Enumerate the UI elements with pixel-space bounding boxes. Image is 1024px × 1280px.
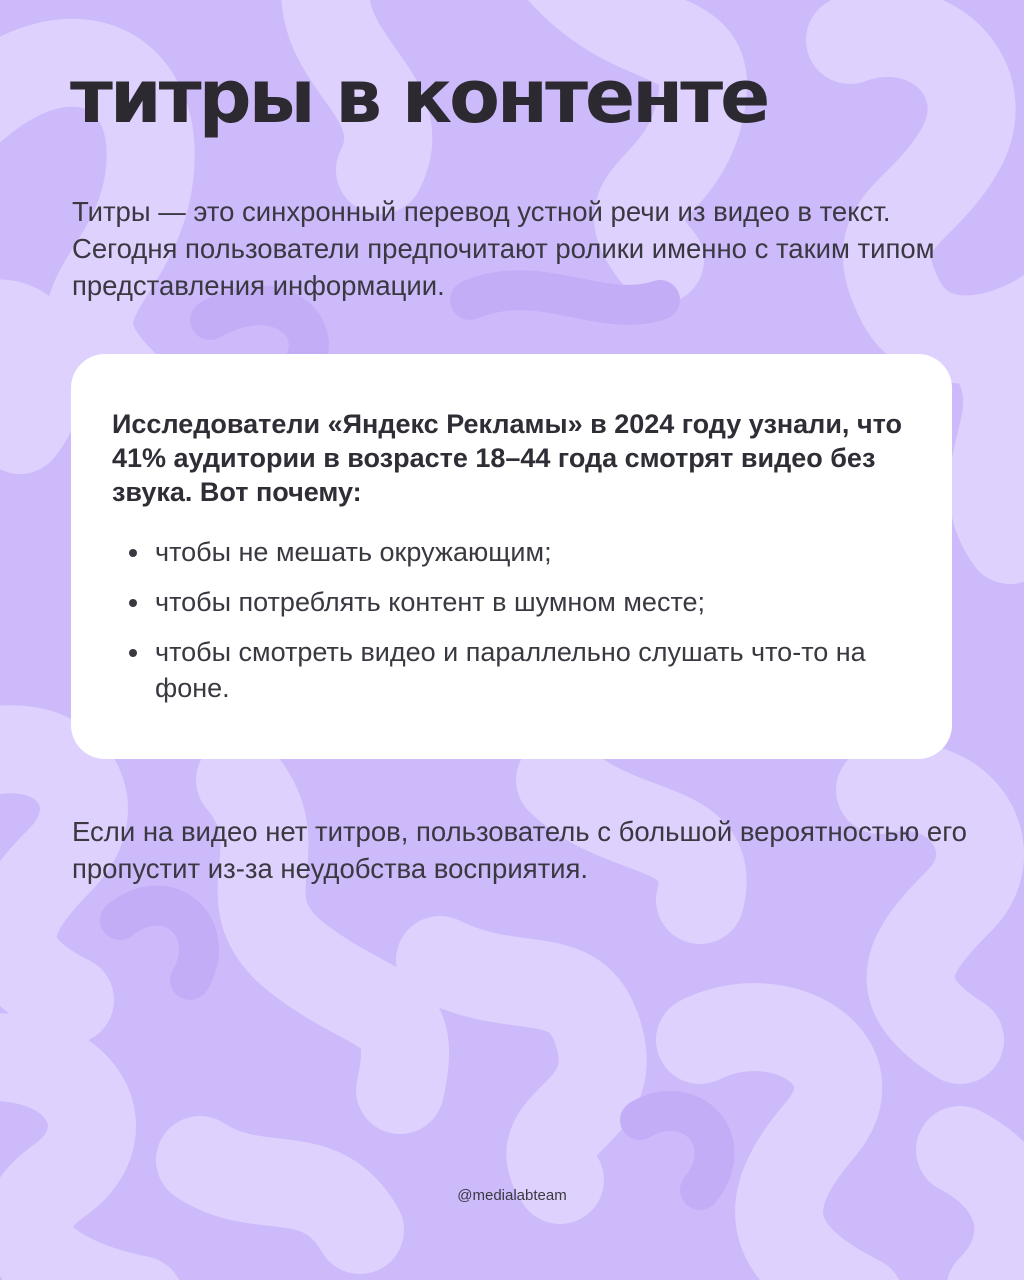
intro-paragraph: Титры — это синхронный перевод устной речи из видео в текст. Сегодня пользователи предпочитают ролики именно с таким типом представления информации. — [72, 196, 935, 301]
list-item-text: чтобы не мешать окружающим; — [155, 537, 552, 567]
slide-title: титры в контенте — [70, 54, 768, 140]
outro-paragraph: Если на видео нет титров, пользователь с большой вероятностью его пропустит из-за неудобства восприятия. — [72, 816, 967, 884]
list-item-text: чтобы смотреть видео и параллельно слушать что-то на фоне. — [155, 637, 866, 703]
list-item — [112, 584, 912, 620]
list-item — [112, 634, 912, 706]
bullet-icon — [129, 649, 137, 657]
account-handle: @medialabteam — [457, 1187, 567, 1204]
bullet-icon — [129, 549, 137, 557]
list-item-text: чтобы потреблять контент в шумном месте; — [155, 587, 706, 617]
reasons-list — [112, 534, 912, 720]
card-lead-text: Исследователи «Яндекс Рекламы» в 2024 году узнали, что 41% аудитории в возрасте 18–44 года смотрят видео без звука. Вот почему: — [112, 409, 902, 507]
bullet-icon — [129, 599, 137, 607]
list-item — [112, 534, 912, 570]
info-card — [71, 354, 952, 759]
